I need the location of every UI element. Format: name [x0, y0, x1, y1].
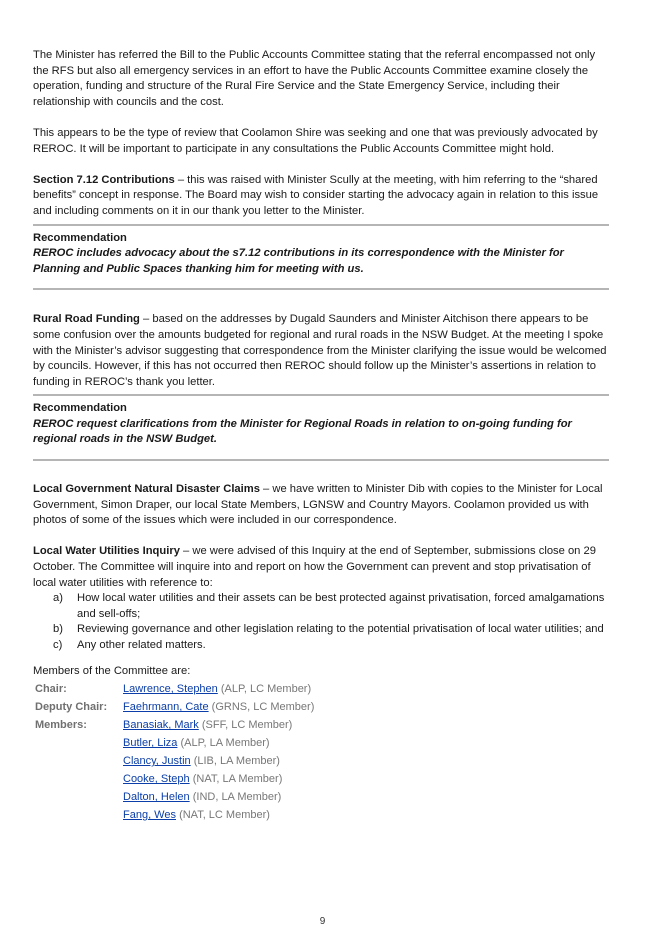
section-712-text: – this was raised with Minister Scully at the meeting, with him referring to the “shared benefits” concept in response. The Board may wish to consider starting the advocacy again in relation to this issue and including comments on it in our thank you letter to the Minister.: [33, 173, 599, 217]
reference-list: [33, 591, 609, 653]
list-label: c): [53, 639, 63, 651]
member-role: [35, 734, 123, 752]
member-entry: [123, 806, 314, 824]
member-entry: [123, 752, 314, 770]
disaster-text: – we have written to Minister Dib with copies to the Minister for Local Government, Simon Draper, our local State Members, LGNSW and Country Mayors. Coolamon provided us with photos of some of the issues which were included in our correspondence.: [33, 483, 603, 527]
member-link[interactable]: Butler, Liza: [123, 737, 178, 750]
list-text: Reviewing governance and other legislation relating to the potential privatisation of local water utilities; and: [77, 623, 604, 636]
member-link[interactable]: Dalton, Helen: [123, 791, 190, 804]
member-party: (NAT, LA Member): [192, 773, 283, 786]
member-party: (GRNS, LC Member): [211, 701, 315, 714]
member-party: (NAT, LC Member): [179, 809, 270, 822]
member-role: Deputy Chair:: [35, 701, 108, 714]
member-entry: [123, 680, 314, 698]
member-entry: [123, 716, 314, 734]
water-text: – we were advised of this Inquiry at the end of September, submissions close on 29 October. The Committee will inquire into and report on how the Government can prevent and stop privatisation of local water utilities with reference to:: [33, 545, 596, 589]
table-row: [35, 680, 314, 698]
table-row: [35, 770, 314, 788]
member-role: Members:: [35, 719, 87, 732]
section-712: [33, 173, 609, 220]
page-number: 9: [319, 916, 326, 927]
member-entry: [123, 698, 314, 716]
section-rural-road: [33, 312, 609, 390]
rural-road-text: – based on the addresses by Dugald Saunders and Minister Aitchison there appears to be some confusion over the amounts budgeted for regional and rural roads in the NSW Budget. At the meeting I spoke with the Minister’s advisor suggesting that correspondence from the Minister clarifying the issue would be welcomed by councils. However, if this has not occurred then REROC should follow up the Minister’s assertions in relation to funding in REROC’s thank you letter.: [33, 313, 607, 388]
list-item: [33, 591, 609, 622]
recommendation-text: REROC request clarifications from the Minister for Regional Roads in relation to on-going funding for regional roads in the NSW Budget.: [33, 417, 572, 446]
table-row: [35, 806, 314, 824]
recommendation-text: REROC includes advocacy about the s7.12 contributions in its correspondence with the Minister for Planning and Public Spaces thanking him for meeting with us.: [33, 247, 564, 275]
table-row: [35, 788, 314, 806]
member-role: [35, 752, 123, 770]
list-text: How local water utilities and their assets can be best protected against privatisation, forced amalgamations and sell-offs;: [77, 592, 605, 620]
list-label: a): [53, 592, 63, 605]
member-party: (ALP, LA Member): [180, 737, 270, 750]
member-link[interactable]: Banasiak, Mark: [123, 719, 199, 732]
member-party: (SFF, LC Member): [201, 719, 293, 732]
paragraph-referral: The Minister has referred the Bill to the Public Accounts Committee stating that the referral encompassed not only the RFS but also all emergency services in an effort to have the Public Accounts Committee examine closely the operation, funding and structure of the Rural Fire Service and the State Emergency Service, including their relationship with councils and the cost.: [33, 49, 596, 108]
list-label: b): [53, 623, 63, 636]
member-link[interactable]: Lawrence, Stephen: [123, 683, 218, 696]
recommendation-title: Recommendation: [33, 231, 127, 244]
member-party: (IND, LA Member): [192, 791, 282, 804]
member-entry: [123, 788, 314, 806]
recommendation-box-2: [33, 396, 609, 459]
document-body: [33, 48, 609, 824]
members-table: [35, 680, 314, 824]
member-entry: [123, 770, 314, 788]
rural-road-heading: Rural Road Funding: [33, 313, 140, 326]
member-link[interactable]: Cooke, Steph: [123, 773, 190, 786]
table-row: [35, 734, 314, 752]
member-party: (LIB, LA Member): [193, 755, 280, 768]
paragraph-review: This appears to be the type of review that Coolamon Shire was seeking and one that was previously advocated by REROC. It will be important to participate in any consultations the Public Accounts Committee might hold.: [33, 126, 598, 155]
section-712-heading: Section 7.12 Contributions: [33, 173, 175, 186]
list-text: Any other related matters.: [77, 639, 206, 651]
table-row: [35, 716, 314, 734]
member-role: [35, 770, 123, 788]
member-party: (ALP, LC Member): [220, 683, 312, 696]
member-link[interactable]: Fang, Wes: [123, 809, 176, 822]
member-link[interactable]: Clancy, Justin: [123, 755, 191, 768]
member-role: Chair:: [35, 683, 67, 696]
table-row: [35, 752, 314, 770]
member-entry: [123, 734, 314, 752]
member-link[interactable]: Faehrmann, Cate: [123, 701, 209, 714]
water-heading: Local Water Utilities Inquiry: [33, 545, 180, 558]
table-row: [35, 698, 314, 716]
list-item: [33, 638, 609, 654]
disaster-heading: Local Government Natural Disaster Claims: [33, 483, 260, 496]
section-water-inquiry: [33, 544, 609, 591]
recommendation-title: Recommendation: [33, 402, 127, 415]
member-role: [35, 806, 123, 824]
member-role: [35, 788, 123, 806]
section-disaster-claims: [33, 482, 609, 529]
recommendation-box-1: [33, 226, 609, 289]
list-item: [33, 622, 609, 638]
members-intro: Members of the Committee are:: [33, 664, 191, 677]
